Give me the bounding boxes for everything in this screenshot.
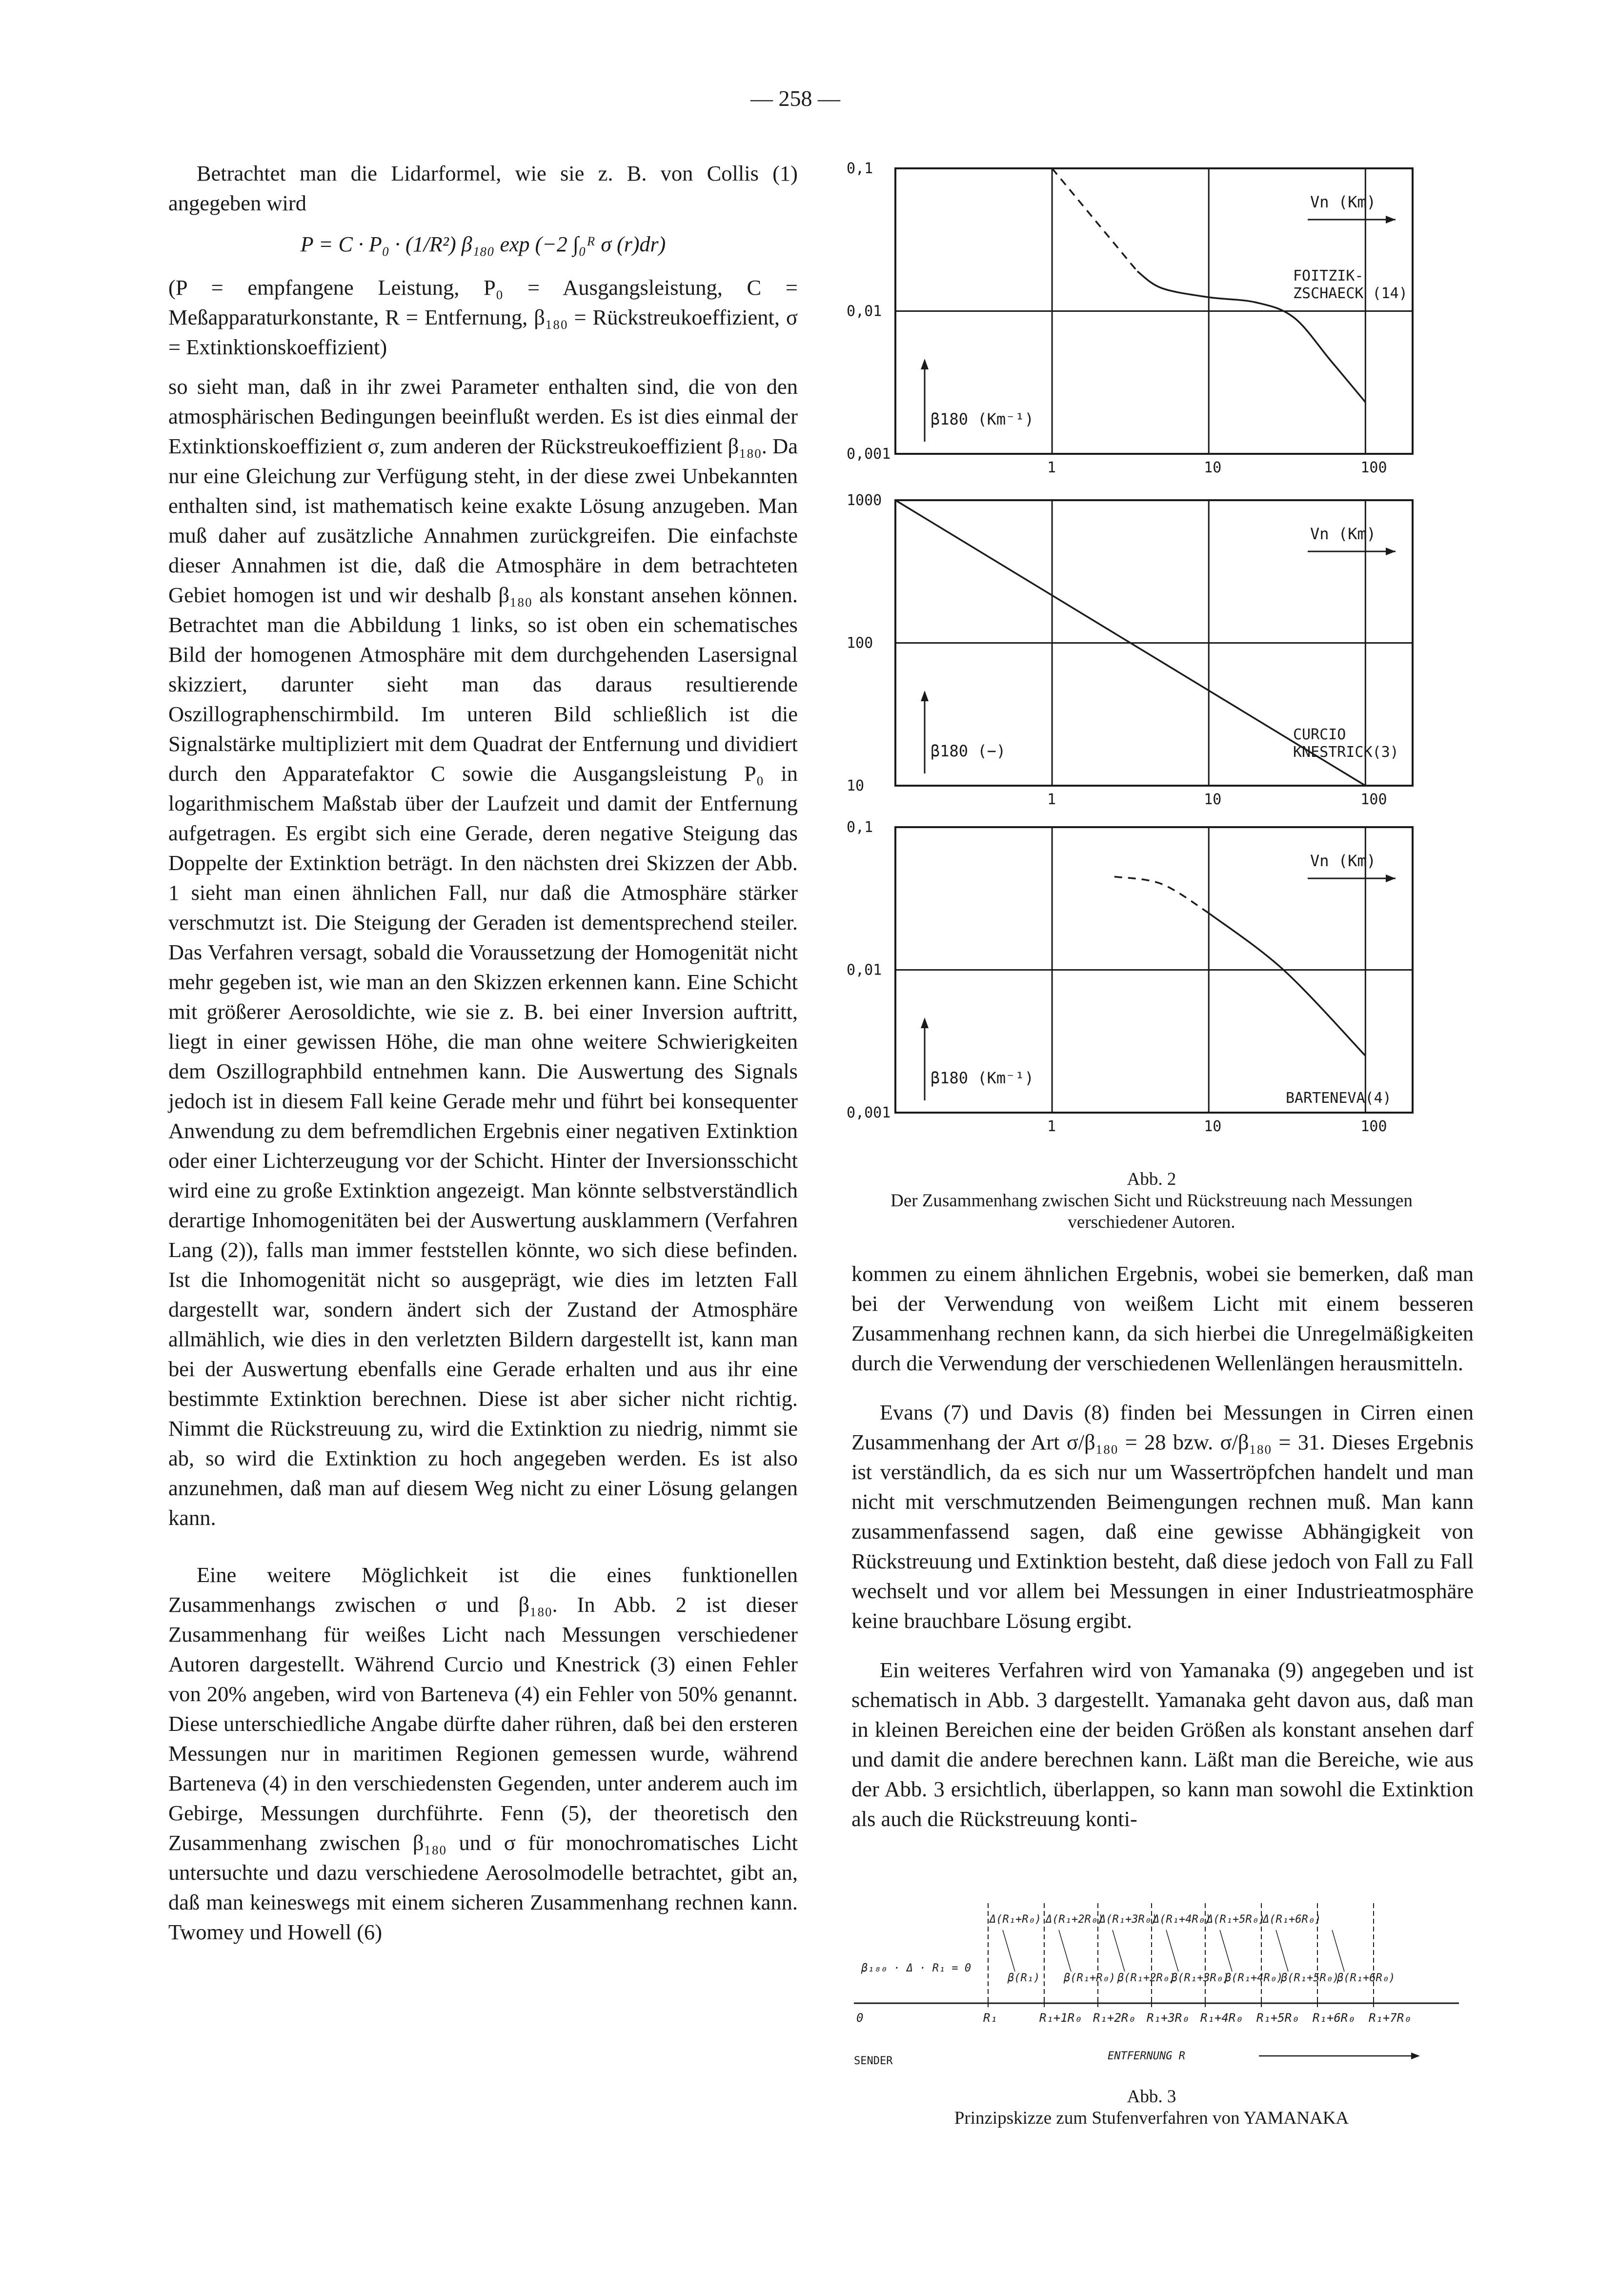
y-axis-arrowhead [921, 691, 929, 701]
author-annotation-line: KNESTRICK(3) [1293, 744, 1399, 761]
y-tick-label: 0,001 [847, 1104, 891, 1121]
figure-2-text: Der Zusammenhang zwischen Sicht und Rückstreuung nach Messungen verschiedener Autoren. [890, 1191, 1413, 1232]
beta-label: β(R₁) [1008, 1972, 1040, 1984]
page-number: — 258 — [750, 86, 840, 111]
figure-2-title: Abb. 2 [1127, 1169, 1176, 1189]
author-annotation [1293, 726, 1399, 761]
beta-label: β(R₁+4R₀) [1225, 1972, 1283, 1984]
paragraph-twomey: kommen zu einem ähnlichen Ergebnis, wobei sie bemerken, daß man bei der Verwendung von weißem Licht mit einem besseren Zusammenhang rechnen kann, da sich hierbei die Unregelmäßigkeiten durch die Verwendung der verschiedenen Wellenlängen herausmitteln. [851, 1261, 1474, 1375]
left-condition-label: β₁₈₀ · Δ · R₁ = 0 [861, 1962, 971, 1974]
data-series-dashed [1114, 876, 1209, 913]
axis-marker-label: R₁+2R₀ [1093, 2011, 1135, 2025]
x-tick-label: 1 [1047, 459, 1056, 476]
right-column [851, 1259, 1474, 1834]
paragraph-yamanaka: Ein weiteres Verfahren wird von Yamanaka (9) angegeben und ist schematisch in Abb. 3 dargestellt. Yamanaka geht davon aus, daß man in kleinen Bereichen eine der beiden Größen als konstant ansehen darf und damit die andere berechnen kann. Läßt man die Bereiche, wie aus der Abb. 3 ersichtlich, überlappen, so kann man sowohl die Extinktion als auch die Rückstreuung konti- [851, 1658, 1474, 1831]
axis-marker-label: R₁ [983, 2011, 997, 2025]
delta-range-label: Δ(R₁+3R₀) [1099, 1913, 1158, 1926]
beta-label: β(R₁+3R₀) [1171, 1972, 1230, 1984]
figure-3-caption [844, 2086, 1459, 2129]
formula-legend: (P = empfangene Leistung, P₀ = Ausgangsleistung, C = Meßapparaturkonstante, R = Entfernung, β₁₈₀ = Rückstreukoeffizient, σ = Extinktionskoeffizient) [168, 275, 798, 359]
beta-pointer [1059, 1930, 1071, 1971]
delta-range-label: Δ(R₁+2R₀) [1046, 1913, 1104, 1926]
delta-range-label: Δ(R₁+R₀) [990, 1913, 1041, 1926]
distance-label: ENTFERNUNG R [1108, 2050, 1185, 2062]
y-axis-label: β180 (−) [931, 742, 1006, 760]
x-tick-label: 100 [1360, 791, 1387, 808]
beta-label: β(R₁+6R₀) [1337, 1972, 1396, 1984]
delta-range-label: Δ(R₁+6R₀) [1263, 1913, 1321, 1926]
axis-marker-label: R₁+5R₀ [1256, 2011, 1299, 2025]
beta-pointer [1276, 1930, 1288, 1971]
figure-2-caption [844, 1169, 1459, 1233]
paragraph-evans: Evans (7) und Davis (8) finden bei Messungen in Cirren einen Zusammenhang der Art σ/β₁₈₀ = 28 bzw. σ/β₁₈₀ = 31. Dieses Ergebnis ist verständlich, da es sich nur um Wassertröpfchen handelt und man nicht mit verschmutzenden Beimengungen rechnen muß. Man kann zusammenfassend sagen, daß eine gewisse Abhängigkeit von Rückstreuung und Extinktion besteht, daß diese jedoch von Fall zu Fall wechselt und vor allem bei Messungen in einer Industrieatmosphäre keine brauchbare Lösung ergibt. [851, 1400, 1474, 1633]
x-tick-label: 10 [1204, 459, 1222, 476]
x-tick-label: 100 [1360, 1118, 1387, 1135]
x-axis-arrowhead [1386, 548, 1396, 555]
distance-arrowhead [1411, 2052, 1420, 2059]
axis-marker-label: R₁+4R₀ [1200, 2011, 1243, 2025]
beta-pointer [1113, 1930, 1125, 1971]
x-axis-label: Vn (Km) [1310, 193, 1376, 211]
y-tick-label: 1000 [847, 492, 882, 509]
y-tick-label: 0,01 [847, 961, 882, 979]
delta-range-label: Δ(R₁+4R₀) [1153, 1913, 1212, 1926]
delta-range-label: Δ(R₁+5R₀) [1207, 1913, 1265, 1926]
author-annotation-line: ZSCHAECK (14) [1293, 285, 1408, 302]
y-axis-label: β180 (Km⁻¹) [931, 410, 1034, 428]
beta-label: β(R₁+2R₀) [1117, 1972, 1176, 1984]
y-tick-label: 0,1 [847, 819, 873, 836]
x-axis-label: Vn (Km) [1310, 852, 1376, 870]
beta-pointer [1220, 1930, 1232, 1971]
chart-1 [847, 160, 1413, 476]
x-tick-label: 1 [1047, 1118, 1056, 1135]
author-annotation [1293, 267, 1408, 302]
x-axis-label: Vn (Km) [1310, 525, 1376, 543]
y-axis-label: β180 (Km⁻¹) [931, 1069, 1034, 1087]
axis-marker-label: R₁+6R₀ [1313, 2011, 1355, 2025]
axis-marker-label: 0 [856, 2011, 864, 2025]
lidar-formula: P = C · P₀ · (1/R²) β₁₈₀ exp (−2 ∫₀ᴿ σ (r)dr) [300, 232, 666, 256]
paragraph-intro: Betrachtet man die Lidarformel, wie sie z. B. von Collis (1) angegeben wird [168, 161, 798, 215]
y-tick-label: 100 [847, 634, 873, 652]
beta-label: β(R₁+R₀) [1064, 1972, 1115, 1984]
left-column [168, 159, 798, 1947]
beta-pointer [1003, 1930, 1015, 1971]
x-tick-label: 10 [1204, 1118, 1222, 1135]
figure-3-title: Abb. 3 [1127, 2087, 1176, 2107]
axis-marker-label: R₁+3R₀ [1147, 2011, 1189, 2025]
figure-3-text: Prinzipskizze zum Stufenverfahren von YAMANAKA [954, 2108, 1349, 2128]
x-axis-arrowhead [1386, 874, 1396, 882]
data-series-dashed [1052, 168, 1137, 271]
beta-pointer [1332, 1930, 1344, 1971]
author-annotation: BARTENEVA(4) [1286, 1090, 1392, 1107]
y-tick-label: 0,01 [847, 303, 882, 320]
paragraph-homogeneity: so sieht man, daß in ihr zwei Parameter enthalten sind, die von den atmosphärischen Bedingungen beeinflußt werden. Es ist dies einmal der Extinktionskoeffizient σ, zum anderen der Rückstreukoeffizient β₁₈₀. Da nur eine Gleichung zur Verfügung steht, in der diese zwei Unbekannten enthalten sind, ist mathematisch keine exakte Lösung anzugeben. Man muß daher auf zusätzliche Annahmen zurückgreifen. Die einfachste dieser Annahmen ist die, daß die Atmosphäre in dem betrachteten Gebiet homogen ist und wir deshalb β₁₈₀ als konstant ansehen können. Betrachtet man die Abbildung 1 links, so ist oben ein schematisches Bild der homogenen Atmosphäre mit dem durchgehenden Lasersignal skizziert, darunter sieht man das daraus resultierende Oszillographenschirmbild. Im unteren Bild schließlich ist die Signalstärke multipliziert mit dem Quadrat der Entfernung und dividiert durch den Apparatefaktor C sowie die Ausgangsleistung P₀ in logarithmischem Maßstab über der Laufzeit und damit der Entfernung aufgetragen. Es ergibt sich eine Gerade, deren negative Steigung das Doppelte der Extinktion beträgt. In den nächsten drei Skizzen der Abb. 1 sieht man einen ähnlichen Fall, nur daß die Atmosphäre stärker verschmutzt ist. Die Steigung der Geraden ist dementsprechend steiler. Das Verfahren versagt, sobald die Voraussetzung der Homogenität nicht mehr gegeben ist, wie man an den Skizzen erkennen kann. Eine Schicht mit größerer Aerosoldichte, wie sie z. B. bei einer Inversion auftritt, liegt in einer gewissen Höhe, die man ohne weitere Schwierigkeiten dem Oszillographbild entnehmen kann. Die Auswertung des Signals jedoch ist in diesem Fall keine Gerade mehr und führt bei konsequenter Anwendung zu dem befremdlichen Ergebnis einer negativen Extinktion oder einer Lichterzeugung vor der Schicht. Hinter der Inversionsschicht wird eine zu große Extinktion angezeigt. Man könnte selbstverständlich derartige Inhomogenitäten bei der Auswertung ausklammern (Verfahren Lang (2)), falls man immer feststellen könnte, wo sich diese befinden. Ist die Inhomogenität nicht so ausgeprägt, wie dies im letzten Fall dargestellt war, sondern ändert sich der Zustand der Atmosphäre allmählich, wie dies in den verletzten Bildern dargestellt ist, kann man bei der Auswertung ebenfalls eine Gerade erhalten und aus ihr eine bestimmte Extinktion berechnen. Diese ist aber sicher nicht richtig. Nimmt die Rückstreuung zu, wird die Extinktion zu niedrig, nimmt sie ab, so wird die Extinktion zu hoch angegeben werden. Es ist also anzunehmen, daß man auf diesem Weg nicht zu einer Lösung gelangen kann. [168, 374, 798, 1530]
chart-2 [847, 492, 1413, 808]
author-annotation-line: CURCIO [1293, 726, 1346, 743]
data-series-solid [1209, 913, 1365, 1056]
x-tick-label: 1 [1047, 791, 1056, 808]
x-tick-label: 100 [1360, 459, 1387, 476]
y-axis-arrowhead [921, 359, 929, 369]
y-axis-arrowhead [921, 1017, 929, 1028]
figure-2 [830, 156, 1503, 1147]
chart-3 [847, 819, 1413, 1135]
figure-3 [839, 1893, 1483, 2084]
axis-marker-label: R₁+1R₀ [1039, 2011, 1082, 2025]
axis-marker-label: R₁+7R₀ [1369, 2011, 1411, 2025]
sender-label: SENDER [854, 2055, 893, 2067]
y-tick-label: 10 [847, 777, 865, 794]
y-tick-label: 0,001 [847, 446, 891, 463]
paragraph-functional: Eine weitere Möglichkeit ist die eines funktionellen Zusammenhangs zwischen σ und β₁₈₀. In Abb. 2 ist dieser Zusammenhang für weißes Licht nach Messungen verschiedener Autoren dargestellt. Während Curcio und Knestrick (3) einen Fehler von 20% angeben, wird von Barteneva (4) ein Fehler von 50% genannt. Diese unterschiedliche Angabe dürfte daher rühren, daß bei den ersteren Messungen nur in maritimen Regionen gemessen wurde, während Barteneva (4) in den verschiedensten Gegenden, unter anderem auch im Gebirge, Messungen durchführte. Fenn (5), der theoretisch den Zusammenhang zwischen β₁₈₀ und σ für monochromatisches Licht untersuchte und dazu verschiedene Aerosolmodelle betrachtet, gibt an, daß man keineswegs mit einem sicheren Zusammenhang rechnen kann. Twomey und Howell (6) [168, 1563, 798, 1944]
y-tick-label: 0,1 [847, 160, 873, 177]
author-annotation-line: FOITZIK- [1293, 267, 1364, 284]
x-axis-arrowhead [1386, 216, 1396, 224]
beta-label: β(R₁+5R₀) [1281, 1972, 1339, 1984]
beta-pointer [1166, 1930, 1178, 1971]
x-tick-label: 10 [1204, 791, 1222, 808]
